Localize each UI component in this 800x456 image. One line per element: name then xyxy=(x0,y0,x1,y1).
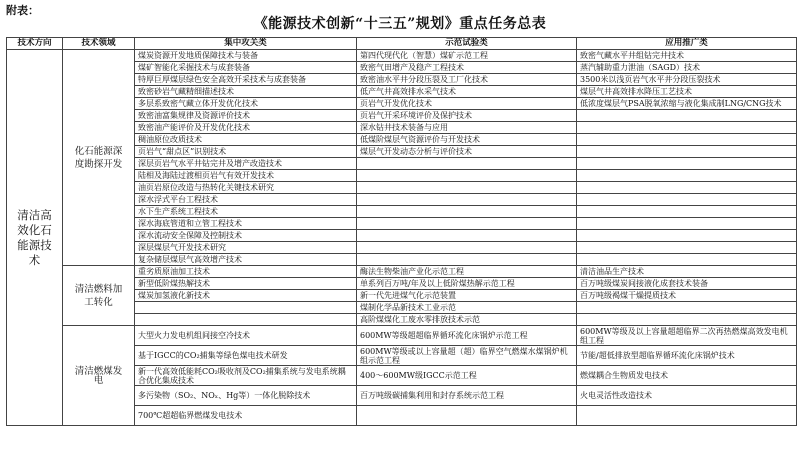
research-cell: 深水流动安全保障及控制技术 xyxy=(135,230,357,242)
tech-field-cell: 清洁燃料加工转化 xyxy=(63,266,135,326)
application-cell xyxy=(577,194,797,206)
research-cell: 深水海底管道和立管工程技术 xyxy=(135,218,357,230)
research-cell: 深层页岩气水平井钻完井及增产改造技术 xyxy=(135,158,357,170)
demonstration-cell xyxy=(357,242,577,254)
header-row xyxy=(7,38,797,50)
demonstration-cell: 600MW等级或以上容量超（超）临界空气燃煤水煤锅炉机组示范工程 xyxy=(357,346,577,366)
key-tasks-table xyxy=(6,37,797,426)
demonstration-cell xyxy=(357,206,577,218)
research-cell: 煤矿智能化采掘技术与成套装备 xyxy=(135,62,357,74)
demonstration-cell: 致密油水平井分段压裂及工厂化技术 xyxy=(357,74,577,86)
research-cell: 重劣质原油加工技术 xyxy=(135,266,357,278)
application-cell: 节能/超低排放型超临界循环流化床锅炉技术 xyxy=(577,346,797,366)
demonstration-cell xyxy=(357,182,577,194)
table-row xyxy=(7,50,797,62)
research-cell: 油页岩原位改造与热转化关键技术研究 xyxy=(135,182,357,194)
application-cell: 燃煤耦合生物质发电技术 xyxy=(577,366,797,386)
research-cell: 致密油产能评价及开发优化技术 xyxy=(135,122,357,134)
demonstration-cell xyxy=(357,158,577,170)
application-cell xyxy=(577,218,797,230)
demonstration-cell: 致密气田增产及稳产工程技术 xyxy=(357,62,577,74)
demonstration-cell: 深水钻井技术装备与应用 xyxy=(357,122,577,134)
annex-label: 附表： xyxy=(6,4,39,17)
application-cell: 蒸汽辅助重力泄油（SAGD）技术 xyxy=(577,62,797,74)
research-cell: 700℃超超临界燃煤发电技术 xyxy=(135,406,357,426)
header-research: 集中攻关类 xyxy=(135,38,357,50)
application-cell: 百万吨级煤炭间接液化成套技术装备 xyxy=(577,278,797,290)
demonstration-cell: 400～600MW级IGCC示范工程 xyxy=(357,366,577,386)
application-cell xyxy=(577,230,797,242)
demonstration-cell: 低产气井高效排水采气技术 xyxy=(357,86,577,98)
application-cell xyxy=(577,314,797,326)
application-cell: 火电灵活性改造技术 xyxy=(577,386,797,406)
research-cell: 新一代高效低能耗CO₂吸收剂及CO₂捕集系统与发电系统耦合优化集成技术 xyxy=(135,366,357,386)
application-cell: 低浓度煤层气PSA脱氧浓缩与液化集成制LNG/CNG技术 xyxy=(577,98,797,110)
table-row xyxy=(7,326,797,346)
application-cell: 清洁油品生产技术 xyxy=(577,266,797,278)
research-cell: 新型低阶煤热解技术 xyxy=(135,278,357,290)
application-cell xyxy=(577,206,797,218)
research-cell: 多污染物（SO₂、NOₓ、Hg等）一体化脱除技术 xyxy=(135,386,357,406)
demonstration-cell xyxy=(357,254,577,266)
application-cell: 3500米以浅页岩气水平井分段压裂技术 xyxy=(577,74,797,86)
header-direction: 技术方向 xyxy=(7,38,63,50)
research-cell: 煤炭加氢液化新技术 xyxy=(135,290,357,302)
application-cell xyxy=(577,134,797,146)
research-cell: 页岩气“甜点区”识别技术 xyxy=(135,146,357,158)
tech-field-cell: 清洁燃煤发电 xyxy=(63,326,135,426)
research-cell: 致密砂岩气藏精细描述技术 xyxy=(135,86,357,98)
application-cell xyxy=(577,302,797,314)
demonstration-cell xyxy=(357,170,577,182)
demonstration-cell: 页岩气开采环境评价及保护技术 xyxy=(357,110,577,122)
application-cell: 百万吨级褐煤干燥提质技术 xyxy=(577,290,797,302)
demonstration-cell: 百万吨级碳捕集利用和封存系统示范工程 xyxy=(357,386,577,406)
application-cell xyxy=(577,406,797,426)
demonstration-cell: 页岩气开发优化技术 xyxy=(357,98,577,110)
header-field: 技术领域 xyxy=(63,38,135,50)
application-cell xyxy=(577,146,797,158)
application-cell: 600MW等级及以上容量超超临界二次再热燃煤高效发电机组工程 xyxy=(577,326,797,346)
table-body xyxy=(7,50,797,426)
demonstration-cell xyxy=(357,406,577,426)
application-cell xyxy=(577,122,797,134)
research-cell: 深水浮式平台工程技术 xyxy=(135,194,357,206)
research-cell xyxy=(135,314,357,326)
demonstration-cell xyxy=(357,218,577,230)
application-cell: 致密气藏水平井组钻完井技术 xyxy=(577,50,797,62)
application-cell xyxy=(577,158,797,170)
research-cell: 煤炭资源开发地质保障技术与装备 xyxy=(135,50,357,62)
header-application: 应用推广类 xyxy=(577,38,797,50)
application-cell xyxy=(577,254,797,266)
demonstration-cell: 单系列百万吨/年及以上低阶煤热解示范工程 xyxy=(357,278,577,290)
demonstration-cell xyxy=(357,230,577,242)
application-cell xyxy=(577,110,797,122)
research-cell: 基于IGCC的CO₂捕集等绿色煤电技术研发 xyxy=(135,346,357,366)
research-cell xyxy=(135,302,357,314)
demonstration-cell: 高阶煤煤化工废水零排放技术示范 xyxy=(357,314,577,326)
demonstration-cell: 新一代先进煤气化示范装置 xyxy=(357,290,577,302)
application-cell: 煤层气井高效排水降压工艺技术 xyxy=(577,86,797,98)
tech-direction-cell: 清洁高效化石能源技术 xyxy=(7,50,63,426)
application-cell xyxy=(577,242,797,254)
table-row xyxy=(7,266,797,278)
research-cell: 多层系致密气藏立体开发优化技术 xyxy=(135,98,357,110)
demonstration-cell: 600MW等级超超临界循环流化床锅炉示范工程 xyxy=(357,326,577,346)
demonstration-cell: 煤层气开发动态分析与评价技术 xyxy=(357,146,577,158)
demonstration-cell: 低煤阶煤层气资源评价与开发技术 xyxy=(357,134,577,146)
application-cell xyxy=(577,182,797,194)
research-cell: 复杂储层煤层气高效增产技术 xyxy=(135,254,357,266)
demonstration-cell xyxy=(357,194,577,206)
research-cell: 大型火力发电机组间接空冷技术 xyxy=(135,326,357,346)
research-cell: 陆相及海陆过渡相页岩气有效开发技术 xyxy=(135,170,357,182)
tech-field-cell: 化石能源深度勘探开发 xyxy=(63,50,135,266)
header-demonstration: 示范试验类 xyxy=(357,38,577,50)
table-title: 《能源技术创新“十三五”规划》重点任务总表 xyxy=(253,16,547,32)
demonstration-cell: 酶法生物柴油产业化示范工程 xyxy=(357,266,577,278)
demonstration-cell: 第四代现代化（智慧）煤矿示范工程 xyxy=(357,50,577,62)
research-cell: 致密油富集规律及资源评价技术 xyxy=(135,110,357,122)
research-cell: 稠油原位改质技术 xyxy=(135,134,357,146)
research-cell: 水下生产系统工程技术 xyxy=(135,206,357,218)
application-cell xyxy=(577,170,797,182)
research-cell: 特厚巨厚煤层绿色安全高效开采技术与成套装备 xyxy=(135,74,357,86)
research-cell: 深层煤层气开发技术研究 xyxy=(135,242,357,254)
demonstration-cell: 煤制化学品新技术工业示范 xyxy=(357,302,577,314)
